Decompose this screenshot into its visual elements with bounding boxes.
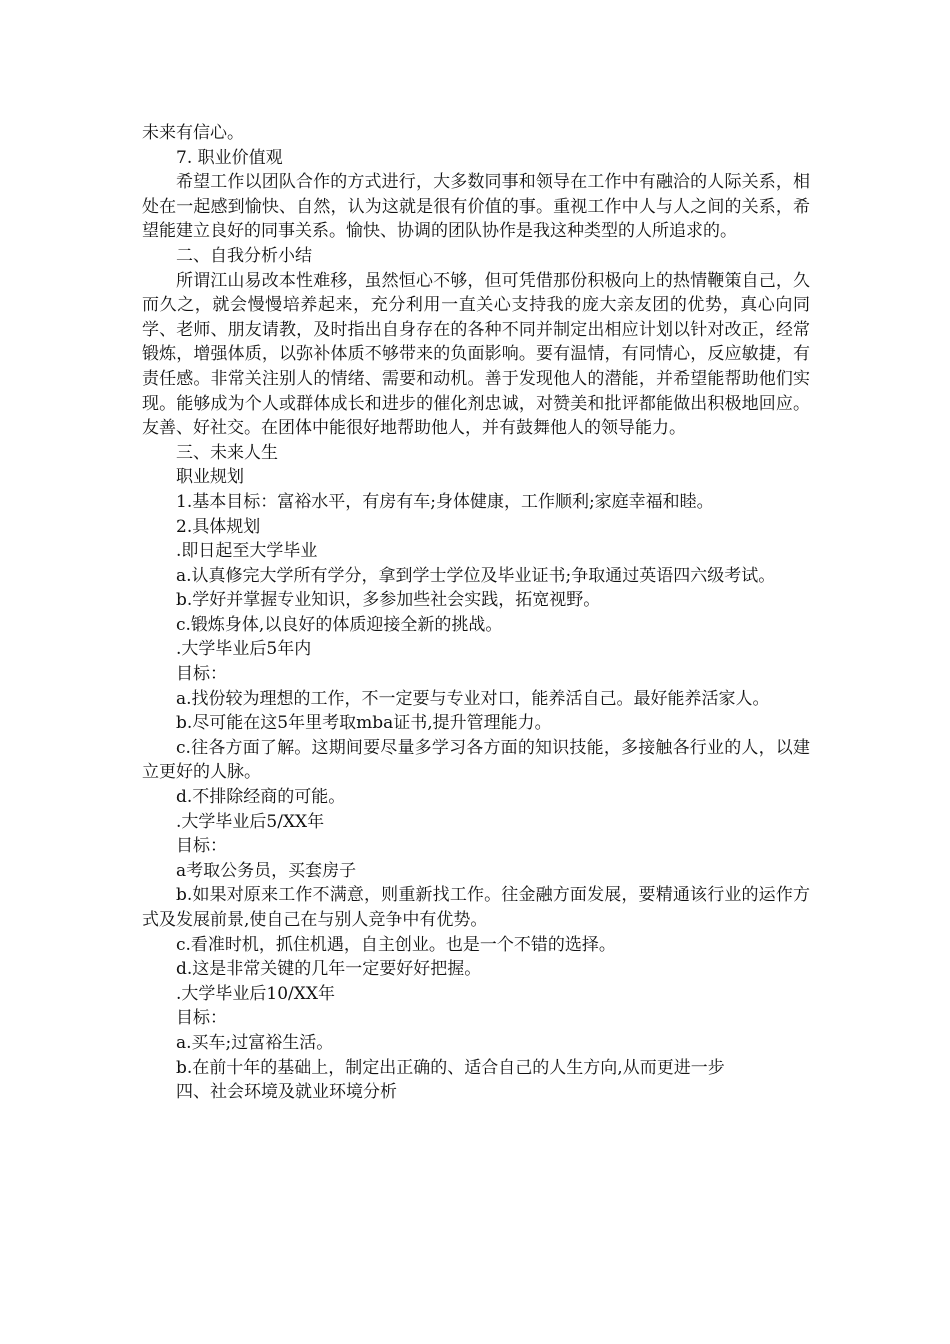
label-goal: 目标： bbox=[176, 664, 227, 685]
heading-social-environment: 四、社会环境及就业环境分析 bbox=[176, 1082, 397, 1103]
list-item: d.不排除经商的可能。 bbox=[176, 787, 346, 808]
document-body bbox=[142, 121, 810, 1105]
label-goal: 目标： bbox=[176, 1008, 227, 1029]
list-item: a.找份较为理想的工作，不一定要与专业对口，能养活自己。最好能养活家人。 bbox=[176, 688, 770, 709]
list-item: c.锻炼身体,以良好的体质迎接全新的挑战。 bbox=[176, 614, 503, 635]
heading-self-analysis-summary: 二、自我分析小结 bbox=[176, 245, 312, 266]
paragraph-continuation: 未来有信心。 bbox=[142, 123, 244, 143]
label-goal: 目标： bbox=[176, 836, 227, 857]
list-item: d.这是非常关键的几年一定要好好把握。 bbox=[176, 959, 482, 980]
list-item-specific-plan: 2.具体规划 bbox=[176, 516, 261, 537]
list-item: b.尽可能在这5年里考取mba证书,提升管理能力。 bbox=[176, 713, 552, 734]
list-item: b.在前十年的基础上，制定出正确的、适合自己的人生方向,从而更进一步 bbox=[176, 1057, 725, 1078]
heading-future-life: 三、未来人生 bbox=[176, 442, 278, 463]
list-item: a.认真修完大学所有学分，拿到学士学位及毕业证书;争取通过英语四六级考试。 bbox=[176, 565, 776, 586]
heading-career-values: 7. 职业价值观 bbox=[176, 147, 283, 168]
subheading-10-xx-years: .大学毕业后10/XX年 bbox=[176, 983, 335, 1004]
subheading-until-graduation: .即日起至大学毕业 bbox=[176, 541, 318, 562]
paragraph-self-analysis: 所谓江山易改本性难移，虽然恒心不够，但可凭借那份积极向上的热情鞭策自己，久而久之，就会慢慢培养起来，充分利用一直关心支持我的庞大亲友团的优势，真心向同学、老师、朋友请教，及时指出自身存在的各种不同并制定出相应计划以针对改正，经常锻炼，增强体质，以弥补体质不够带来的负面影响。要有温情，有同情心，反应敏捷，有责任感。非常关注别人的情绪、需要和动机。善于发现他人的潜能，并希望能帮助他们实现。能够成为个人或群体成长和进步的催化剂忠诚，对赞美和批评都能做出积极地回应。友善、好社交。在团体中能很好地帮助他人，并有鼓舞他人的领导能力。 bbox=[142, 270, 810, 439]
list-item: a考取公务员，买套房子 bbox=[176, 860, 357, 881]
paragraph-career-values: 希望工作以团队合作的方式进行，大多数同事和领导在工作中有融洽的人际关系，相处在一起感到愉快、自然，认为这就是很有价值的事。重视工作中人与人之间的关系，希望能建立良好的同事关系。愉快、协调的团队协作是我这种类型的人所追求的。 bbox=[142, 172, 810, 242]
list-item: c.往各方面了解。这期间要尽量多学习各方面的知识技能，多接触各行业的人，以建立更好的人脉。 bbox=[142, 737, 810, 783]
list-item: b.如果对原来工作不满意，则重新找工作。往金融方面发展，要精通该行业的运作方式及发展前景,使自己在与别人竞争中有优势。 bbox=[142, 885, 810, 930]
list-item: b.学好并掌握专业知识，多参加些社会实践，拓宽视野。 bbox=[176, 590, 601, 611]
list-item-basic-goal: 1.基本目标：富裕水平，有房有车;身体健康，工作顺利;家庭幸福和睦。 bbox=[176, 491, 714, 512]
heading-career-plan: 职业规划 bbox=[176, 467, 244, 488]
list-item: a.买车;过富裕生活。 bbox=[176, 1032, 334, 1053]
subheading-5-xx-years: .大学毕业后5/XX年 bbox=[176, 811, 325, 832]
subheading-within-5-years: .大学毕业后5年内 bbox=[176, 639, 312, 660]
list-item: c.看准时机，抓住机遇，自主创业。也是一个不错的选择。 bbox=[176, 934, 616, 955]
